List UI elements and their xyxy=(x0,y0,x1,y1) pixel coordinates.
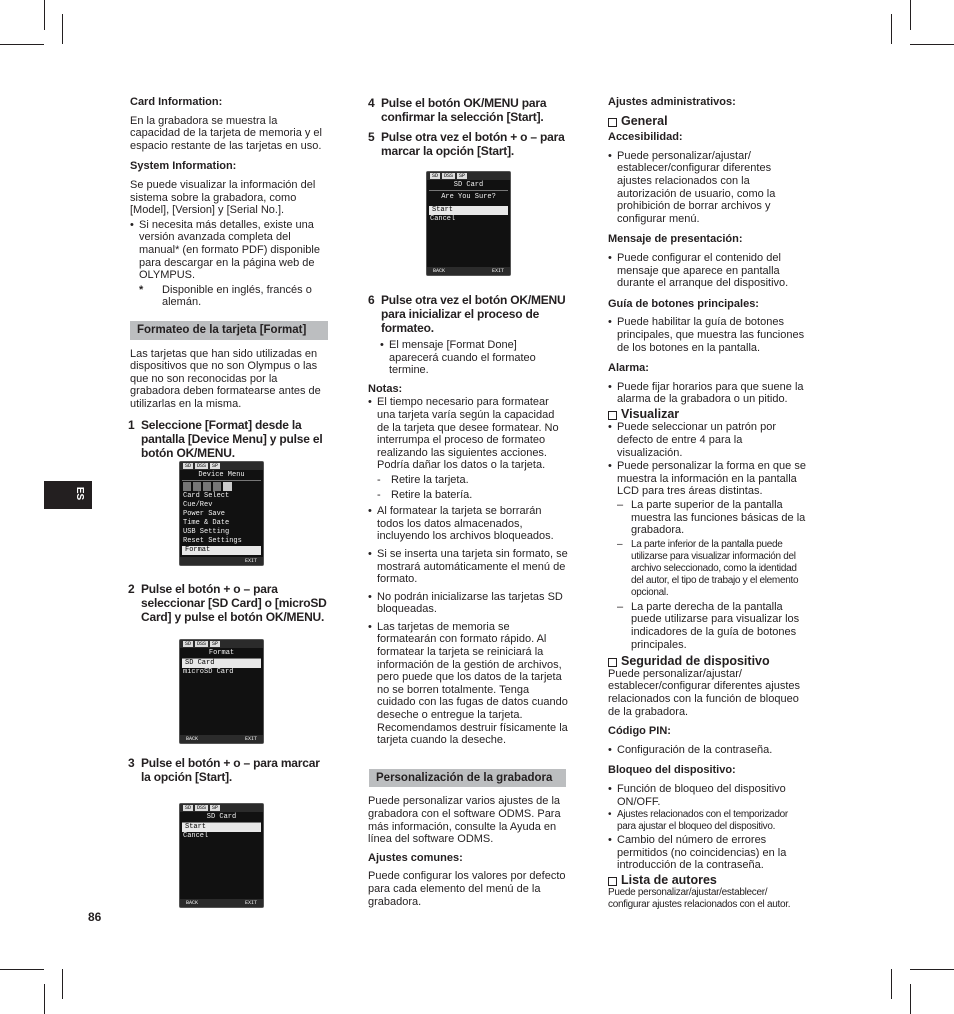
system-info-bullet: • Si necesita más detalles, existe una versión avanzada completa del manual* (en formato PDF) disponible para descargar en la página web de OLYMPUS. xyxy=(130,219,330,282)
screen-footer: BACK EXIT xyxy=(427,267,510,275)
crop-mark xyxy=(891,969,892,999)
column-1 xyxy=(130,96,330,466)
footnote: * Disponible en inglés, francés o alemán. xyxy=(139,283,312,309)
status-bar: SD DSS SP xyxy=(180,640,263,648)
note-item: • Al formatear la tarjeta se borrarán todos los datos almacenados, incluyendo los archivos bloqueados. xyxy=(368,505,568,543)
crop-mark xyxy=(62,969,63,999)
device-screen-sd-card xyxy=(179,803,264,908)
lock-title: Bloqueo del dispositivo: xyxy=(608,764,736,777)
column-2-lower xyxy=(368,293,568,914)
card-info-text: En la grabadora se muestra la capacidad de la tarjeta de memoria y el espacio restante de las tarjetas en uso. xyxy=(130,114,322,152)
alarm-bullet: • Puede fijar horarios para que suene la alarma de la grabadora o un pitido. xyxy=(608,381,808,406)
column-3 xyxy=(608,96,808,917)
menu-item: Cancel xyxy=(183,832,209,840)
visual-dash-item: – La parte superior de la pantalla muestra las funciones básicas de la grabadora. xyxy=(617,499,806,537)
notes-title: Notas: xyxy=(368,382,403,395)
note-item: • El tiempo necesario para formatear una tarjeta varía según la capacidad de la tarjeta que desee formatear. No interrumpa el proceso de formateo realizando las siguientes acciones. Podría dañar los datos o la tarjeta. xyxy=(368,396,568,472)
step-6: 6 Pulse otra vez el botón OK/MENU para inicializar el proceso de formateo. xyxy=(368,293,566,335)
note-item: • Si se inserta una tarjeta sin formato, se mostrará automáticamente el menú de formato. xyxy=(368,548,568,586)
crop-mark xyxy=(910,984,911,1014)
card-info-title: Card Information: xyxy=(130,96,223,108)
crop-mark xyxy=(44,0,45,30)
step-2-block xyxy=(128,582,328,630)
lock-bullet: • Cambio del número de errores permitidos (no coincidencias) en la introducción de la contraseña. xyxy=(608,834,808,872)
step-3: 3 Pulse el botón + o – para marcar la opción [Start]. xyxy=(128,756,320,784)
common-settings-title: Ajustes comunes: xyxy=(368,851,463,864)
device-screen-confirm xyxy=(426,171,511,276)
visual-bullet: • Puede personalizar la forma en que se muestra la información en la pantalla LCD para tres áreas distintas. xyxy=(608,460,808,498)
customization-text: Puede personalizar varios ajustes de la grabadora con el software ODMS. Para más información, consulte la Ayuda en línea del software ODMS. xyxy=(368,795,561,846)
lock-bullet: • Ajustes relacionados con el temporizador para ajustar el bloqueo del dispositivo. xyxy=(608,809,808,833)
menu-item: Card Select xyxy=(183,492,230,500)
crop-mark xyxy=(0,969,44,970)
section-authors: Lista de autores xyxy=(608,874,808,887)
note-item: • No podrán inicializarse las tarjetas SD bloqueadas. xyxy=(368,591,568,616)
menu-tabs xyxy=(180,481,263,492)
screen-title: SD Card xyxy=(429,180,508,191)
status-bar: SD DSS SP xyxy=(180,804,263,812)
screen-footer: EXIT xyxy=(180,557,263,565)
menu-item-selected: SD Card xyxy=(182,659,261,668)
lock-bullet: • Función de bloqueo del dispositivo ON/OFF. xyxy=(608,783,808,808)
crop-mark xyxy=(44,984,45,1014)
visual-bullet: • Puede seleccionar un patrón por defecto de entre 4 para la visualización. xyxy=(608,421,808,459)
menu-item: microSD Card xyxy=(183,668,234,676)
menu-item-selected: Start xyxy=(182,823,261,832)
visual-dash-item: – La parte inferior de la pantalla puede utilizarse para visualizar información del archivo seleccionado, como la identidad del autor, el tipo de trabajo y el elemento opcional. xyxy=(617,538,799,598)
menu-item: Cancel xyxy=(430,215,456,223)
presentation-bullet: • Puede configurar el contenido del mensaje que aparece en pantalla durante el arranque del dispositivo. xyxy=(608,252,808,290)
section-visualizar: Visualizar xyxy=(608,408,808,421)
section-security: Seguridad de dispositivo xyxy=(608,655,808,668)
system-info-title: System Information: xyxy=(130,160,237,173)
screen-title: Device Menu xyxy=(182,470,261,481)
common-settings-text: Puede configurar los valores por defecto para cada elemento del menú de la grabadora. xyxy=(368,870,566,908)
step-3-block xyxy=(128,756,328,790)
presentation-title: Mensaje de presentación: xyxy=(608,233,743,246)
format-section-bar: Formateo de la tarjeta [Format] xyxy=(130,321,328,340)
visual-dash-item: – La parte derecha de la pantalla puede utilizarse para visualizar los indicadores de la guía de botones principales. xyxy=(617,600,800,651)
crop-mark xyxy=(0,44,44,45)
step-5: 5 Pulse otra vez el botón + o – para marcar la opción [Start]. xyxy=(368,130,565,158)
alarm-title: Alarma: xyxy=(608,362,649,375)
page-number: 86 xyxy=(88,910,102,924)
authors-text: Puede personalizar/ajustar/establecer/ configurar ajustes relacionados con el autor. xyxy=(608,886,791,910)
menu-item-selected: Format xyxy=(182,546,261,555)
screen-footer: BACK EXIT xyxy=(180,899,263,907)
admin-settings-title: Ajustes administrativos: xyxy=(608,96,736,108)
pin-title: Código PIN: xyxy=(608,725,671,738)
menu-item: Power Save xyxy=(183,510,226,518)
crop-mark xyxy=(910,44,954,45)
screen-footer: BACK EXIT xyxy=(180,735,263,743)
device-screen-device-menu xyxy=(179,461,264,566)
note-dash-item: - Retire la batería. xyxy=(377,488,473,501)
screen-title: SD Card xyxy=(182,812,261,823)
device-screen-format xyxy=(179,639,264,744)
note-item: • Las tarjetas de memoria se formatearán con formato rápido. Al formatear la tarjeta se reiniciará la información de la gestión de archivos, pero puede que los datos de la tarjeta no se borren totalmente. Tenga cuidado con las fugas de datos cuando deseche o entregue la tarjeta. Recomendamos destruir físicamente la tarjeta cuando la deseche. xyxy=(368,621,568,747)
screen-title: Format xyxy=(182,648,261,659)
format-intro: Las tarjetas que han sido utilizadas en dispositivos que no son Olympus o las que no son reconocidas por la grabadora deben formatearse antes de utilizarlas en la misma. xyxy=(130,347,321,410)
step-1: 1 Seleccione [Format] desde la pantalla [Device Menu] y pulse el botón OK/MENU. xyxy=(128,418,323,461)
guide-title: Guía de botones principales: xyxy=(608,297,759,310)
pin-bullet: • Configuración de la contraseña. xyxy=(608,744,808,757)
guide-bullet: • Puede habilitar la guía de botones principales, que muestra las funciones de los botones en la pantalla. xyxy=(608,316,808,354)
security-text: Puede personalizar/ajustar/ establecer/configurar diferentes ajustes relacionados con la función de bloqueo de la grabadora. xyxy=(608,667,800,718)
menu-item: Reset Settings xyxy=(183,537,242,545)
menu-item-selected: Start xyxy=(429,206,508,215)
customization-section-bar: Personalización de la grabadora xyxy=(369,769,566,788)
screen-prompt: Are You Sure? xyxy=(441,193,496,201)
system-info-text: Se puede visualizar la información del sistema sobre la grabadora, como [Model], [Version] y [Serial No.]. xyxy=(130,178,316,217)
menu-item: Time & Date xyxy=(183,519,230,527)
note-dash-item: - Retire la tarjeta. xyxy=(377,473,469,486)
menu-item: USB Setting xyxy=(183,528,230,536)
section-general: General xyxy=(608,115,808,128)
step-6-bullet: • El mensaje [Format Done] aparecerá cuando el formateo termine. xyxy=(380,339,568,377)
status-bar: SD DSS SP xyxy=(180,462,263,470)
crop-mark xyxy=(891,14,892,44)
column-2 xyxy=(368,96,568,164)
menu-item: Cue/Rev xyxy=(183,501,213,509)
crop-mark xyxy=(910,969,954,970)
step-2: 2 Pulse el botón + o – para seleccionar [SD Card] o [microSD Card] y pulse el botón OK/MENU. xyxy=(128,582,327,624)
accessibility-bullet: • Puede personalizar/ajustar/ establecer/configurar diferentes ajustes relacionados con la autorización de usuario, como la prohibición de borrar archivos y configurar menú. xyxy=(608,150,808,226)
accessibility-title: Accesibilidad: xyxy=(608,131,683,144)
step-4: 4 Pulse el botón OK/MENU para confirmar la selección [Start]. xyxy=(368,96,547,124)
crop-mark xyxy=(62,14,63,44)
status-bar: SD DSS SP xyxy=(427,172,510,180)
language-tab: ES xyxy=(44,481,92,509)
crop-mark xyxy=(910,0,911,30)
